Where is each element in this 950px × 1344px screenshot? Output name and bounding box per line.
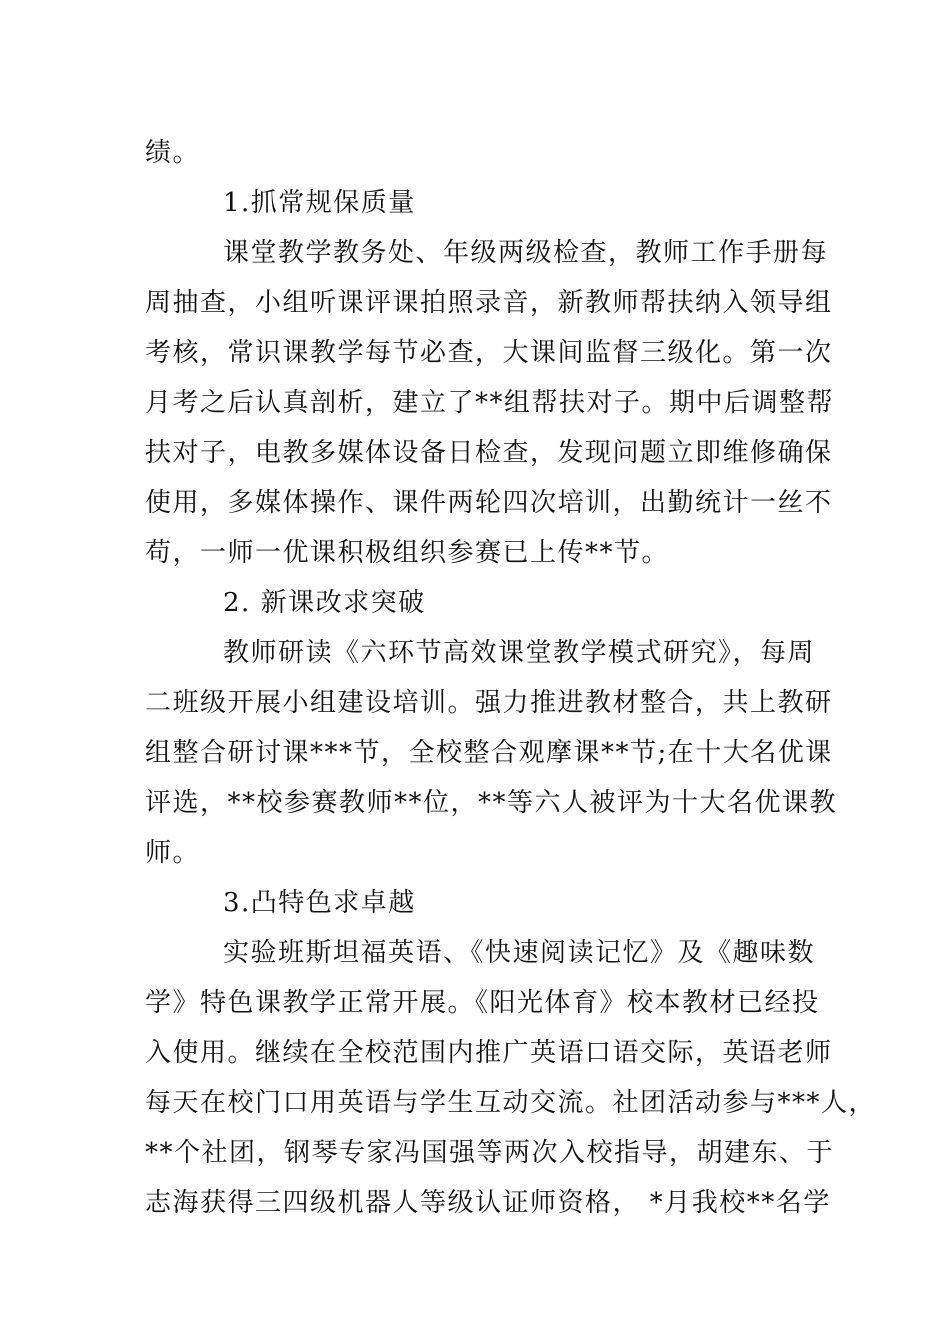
paragraph-line: 周抽查，小组听课评课拍照录音，新教师帮扶纳入领导组: [145, 288, 833, 318]
paragraph-line: 苟，一师一优课积极组织参赛已上传**节。: [145, 538, 670, 568]
section-heading-2: 2. 新课改求突破: [223, 588, 426, 618]
paragraph-line: 考核，常识课教学每节必查，大课间监督三级化。第一次: [145, 338, 833, 368]
paragraph-line: 实验班斯坦福英语、《快速阅读记忆》及《趣味数: [223, 938, 816, 968]
paragraph-line: 志海获得三四级机器人等级认证师资格， *月我校**名学: [145, 1188, 831, 1218]
paragraph-continuation: 绩。: [145, 138, 201, 168]
paragraph-line: 每天在校门口用英语与学生互动交流。社团活动参与***人，: [145, 1088, 877, 1118]
paragraph-line: 扶对子，电教多媒体设备日检查，发现问题立即维修确保: [145, 438, 833, 468]
section-heading-1: 1.抓常规保质量: [223, 188, 416, 218]
paragraph-line: 师。: [145, 838, 201, 868]
paragraph-line: 月考之后认真剖析，建立了**组帮扶对子。期中后调整帮: [145, 388, 835, 418]
paragraph-line: **个社团，钢琴专家冯国强等两次入校指导，胡建东、于: [145, 1138, 835, 1168]
section-heading-3: 3.凸特色求卓越: [223, 888, 416, 918]
paragraph-line: 课堂教学教务处、年级两级检查，教师工作手册每: [223, 238, 829, 268]
paragraph-line: 二班级开展小组建设培训。强力推进教材整合，共上教研: [145, 688, 833, 718]
paragraph-line: 组整合研讨课***节，全校整合观摩课**节;在十大名优课: [145, 738, 833, 768]
paragraph-line: 入使用。继续在全校范围内推广英语口语交际，英语老师: [145, 1038, 833, 1068]
paragraph-line: 学》特色课教学正常开展。《阳光体育》校本教材已经投: [145, 988, 820, 1018]
paragraph-line: 教师研读《六环节高效课堂教学模式研究》，每周: [223, 638, 816, 668]
paragraph-line: 使用，多媒体操作、课件两轮四次培训，出勤统计一丝不: [145, 488, 833, 518]
paragraph-line: 评选，**校参赛教师**位，**等六人被评为十大名优课教: [145, 788, 838, 818]
document-body: [145, 128, 877, 1228]
